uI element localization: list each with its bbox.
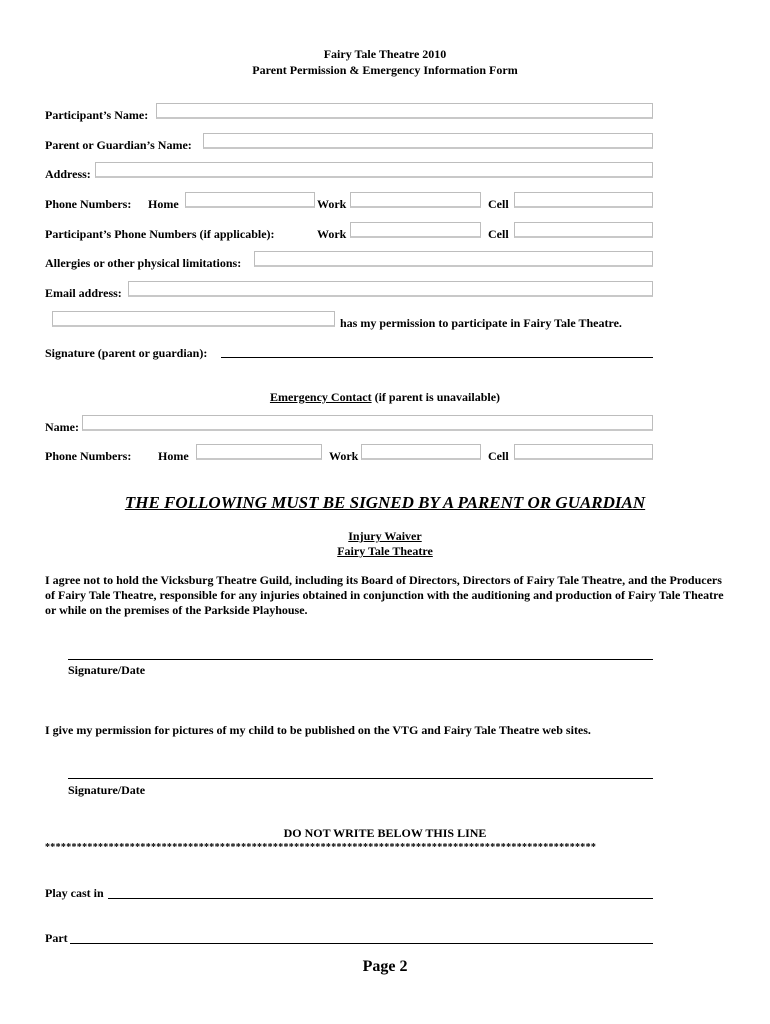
photo-signature-date-label: Signature/Date <box>68 783 146 797</box>
emergency-contact-note: (if parent is unavailable) <box>371 390 501 404</box>
email-field[interactable] <box>128 281 653 297</box>
form-subtitle: Parent Permission & Emergency Information Form <box>252 63 518 77</box>
emergency-home-phone-field[interactable] <box>196 444 322 460</box>
participant-name-label: Participant’s Name: <box>45 108 149 122</box>
form-title: Fairy Tale Theatre 2010 <box>323 47 447 61</box>
play-cast-label: Play cast in <box>45 886 104 900</box>
waiver-title: Injury Waiver <box>348 529 422 543</box>
emergency-phone-numbers-label: Phone Numbers: <box>45 449 132 463</box>
work-label: Work <box>317 197 347 211</box>
do-not-write-label: DO NOT WRITE BELOW THIS LINE <box>283 826 487 840</box>
participant-phone-label: Participant’s Phone Numbers (if applicable): <box>45 227 275 241</box>
email-label: Email address: <box>45 286 122 300</box>
cell-label: Cell <box>488 197 509 211</box>
asterisk-divider: ******************************************************************************************************** <box>45 842 597 853</box>
waiver-subtitle: Fairy Tale Theatre <box>337 544 433 558</box>
participant-name-field[interactable] <box>156 103 653 119</box>
photo-permission-text: I give my permission for pictures of my child to be published on the VTG and Fairy Tale Theatre web sites. <box>45 723 591 737</box>
emergency-cell-label: Cell <box>488 449 509 463</box>
participant-cell-phone-field[interactable] <box>514 222 653 238</box>
permission-name-field[interactable] <box>52 311 335 327</box>
page-number: Page 2 <box>362 958 408 975</box>
emergency-work-label: Work <box>329 449 359 463</box>
allergies-label: Allergies or other physical limitations: <box>45 256 242 270</box>
emergency-name-field[interactable] <box>82 415 653 431</box>
waiver-signature-line[interactable] <box>68 659 653 660</box>
participant-work-label: Work <box>317 227 347 241</box>
waiver-banner: THE FOLLOWING MUST BE SIGNED BY A PARENT OR GUARDIAN <box>124 493 646 512</box>
part-label: Part <box>45 931 68 945</box>
photo-signature-line[interactable] <box>68 778 653 779</box>
phone-numbers-label: Phone Numbers: <box>45 197 132 211</box>
allergies-field[interactable] <box>254 251 653 267</box>
emergency-work-phone-field[interactable] <box>361 444 481 460</box>
waiver-text: I agree not to hold the Vicksburg Theatre Guild, including its Board of Directors, Directors of Fairy Tale Theatre, and the Producers of Fairy Tale Theatre, responsible for any injuries obtained in conjunction with the auditioning and production of Fairy Tale Theatre or while on the premises of the Parkside Playhouse. <box>45 573 724 617</box>
work-phone-field[interactable] <box>350 192 481 208</box>
emergency-contact-heading <box>0 390 770 405</box>
participant-cell-label: Cell <box>488 227 509 241</box>
play-cast-line[interactable] <box>108 898 653 899</box>
emergency-cell-phone-field[interactable] <box>514 444 653 460</box>
emergency-name-label: Name: <box>45 420 79 434</box>
cell-phone-field[interactable] <box>514 192 653 208</box>
address-label: Address: <box>45 167 91 181</box>
parent-name-field[interactable] <box>203 133 653 149</box>
emergency-contact-title: Emergency Contact <box>269 390 372 404</box>
waiver-signature-date-label: Signature/Date <box>68 663 146 677</box>
parent-name-label: Parent or Guardian’s Name: <box>45 138 192 152</box>
part-line[interactable] <box>70 943 653 944</box>
participant-work-phone-field[interactable] <box>350 222 481 238</box>
signature-line[interactable] <box>221 357 653 358</box>
permission-text: has my permission to participate in Fairy Tale Theatre. <box>340 316 622 330</box>
signature-label: Signature (parent or guardian): <box>45 346 208 360</box>
home-phone-field[interactable] <box>185 192 315 208</box>
address-field[interactable] <box>95 162 653 178</box>
home-label: Home <box>148 197 179 211</box>
emergency-home-label: Home <box>158 449 189 463</box>
